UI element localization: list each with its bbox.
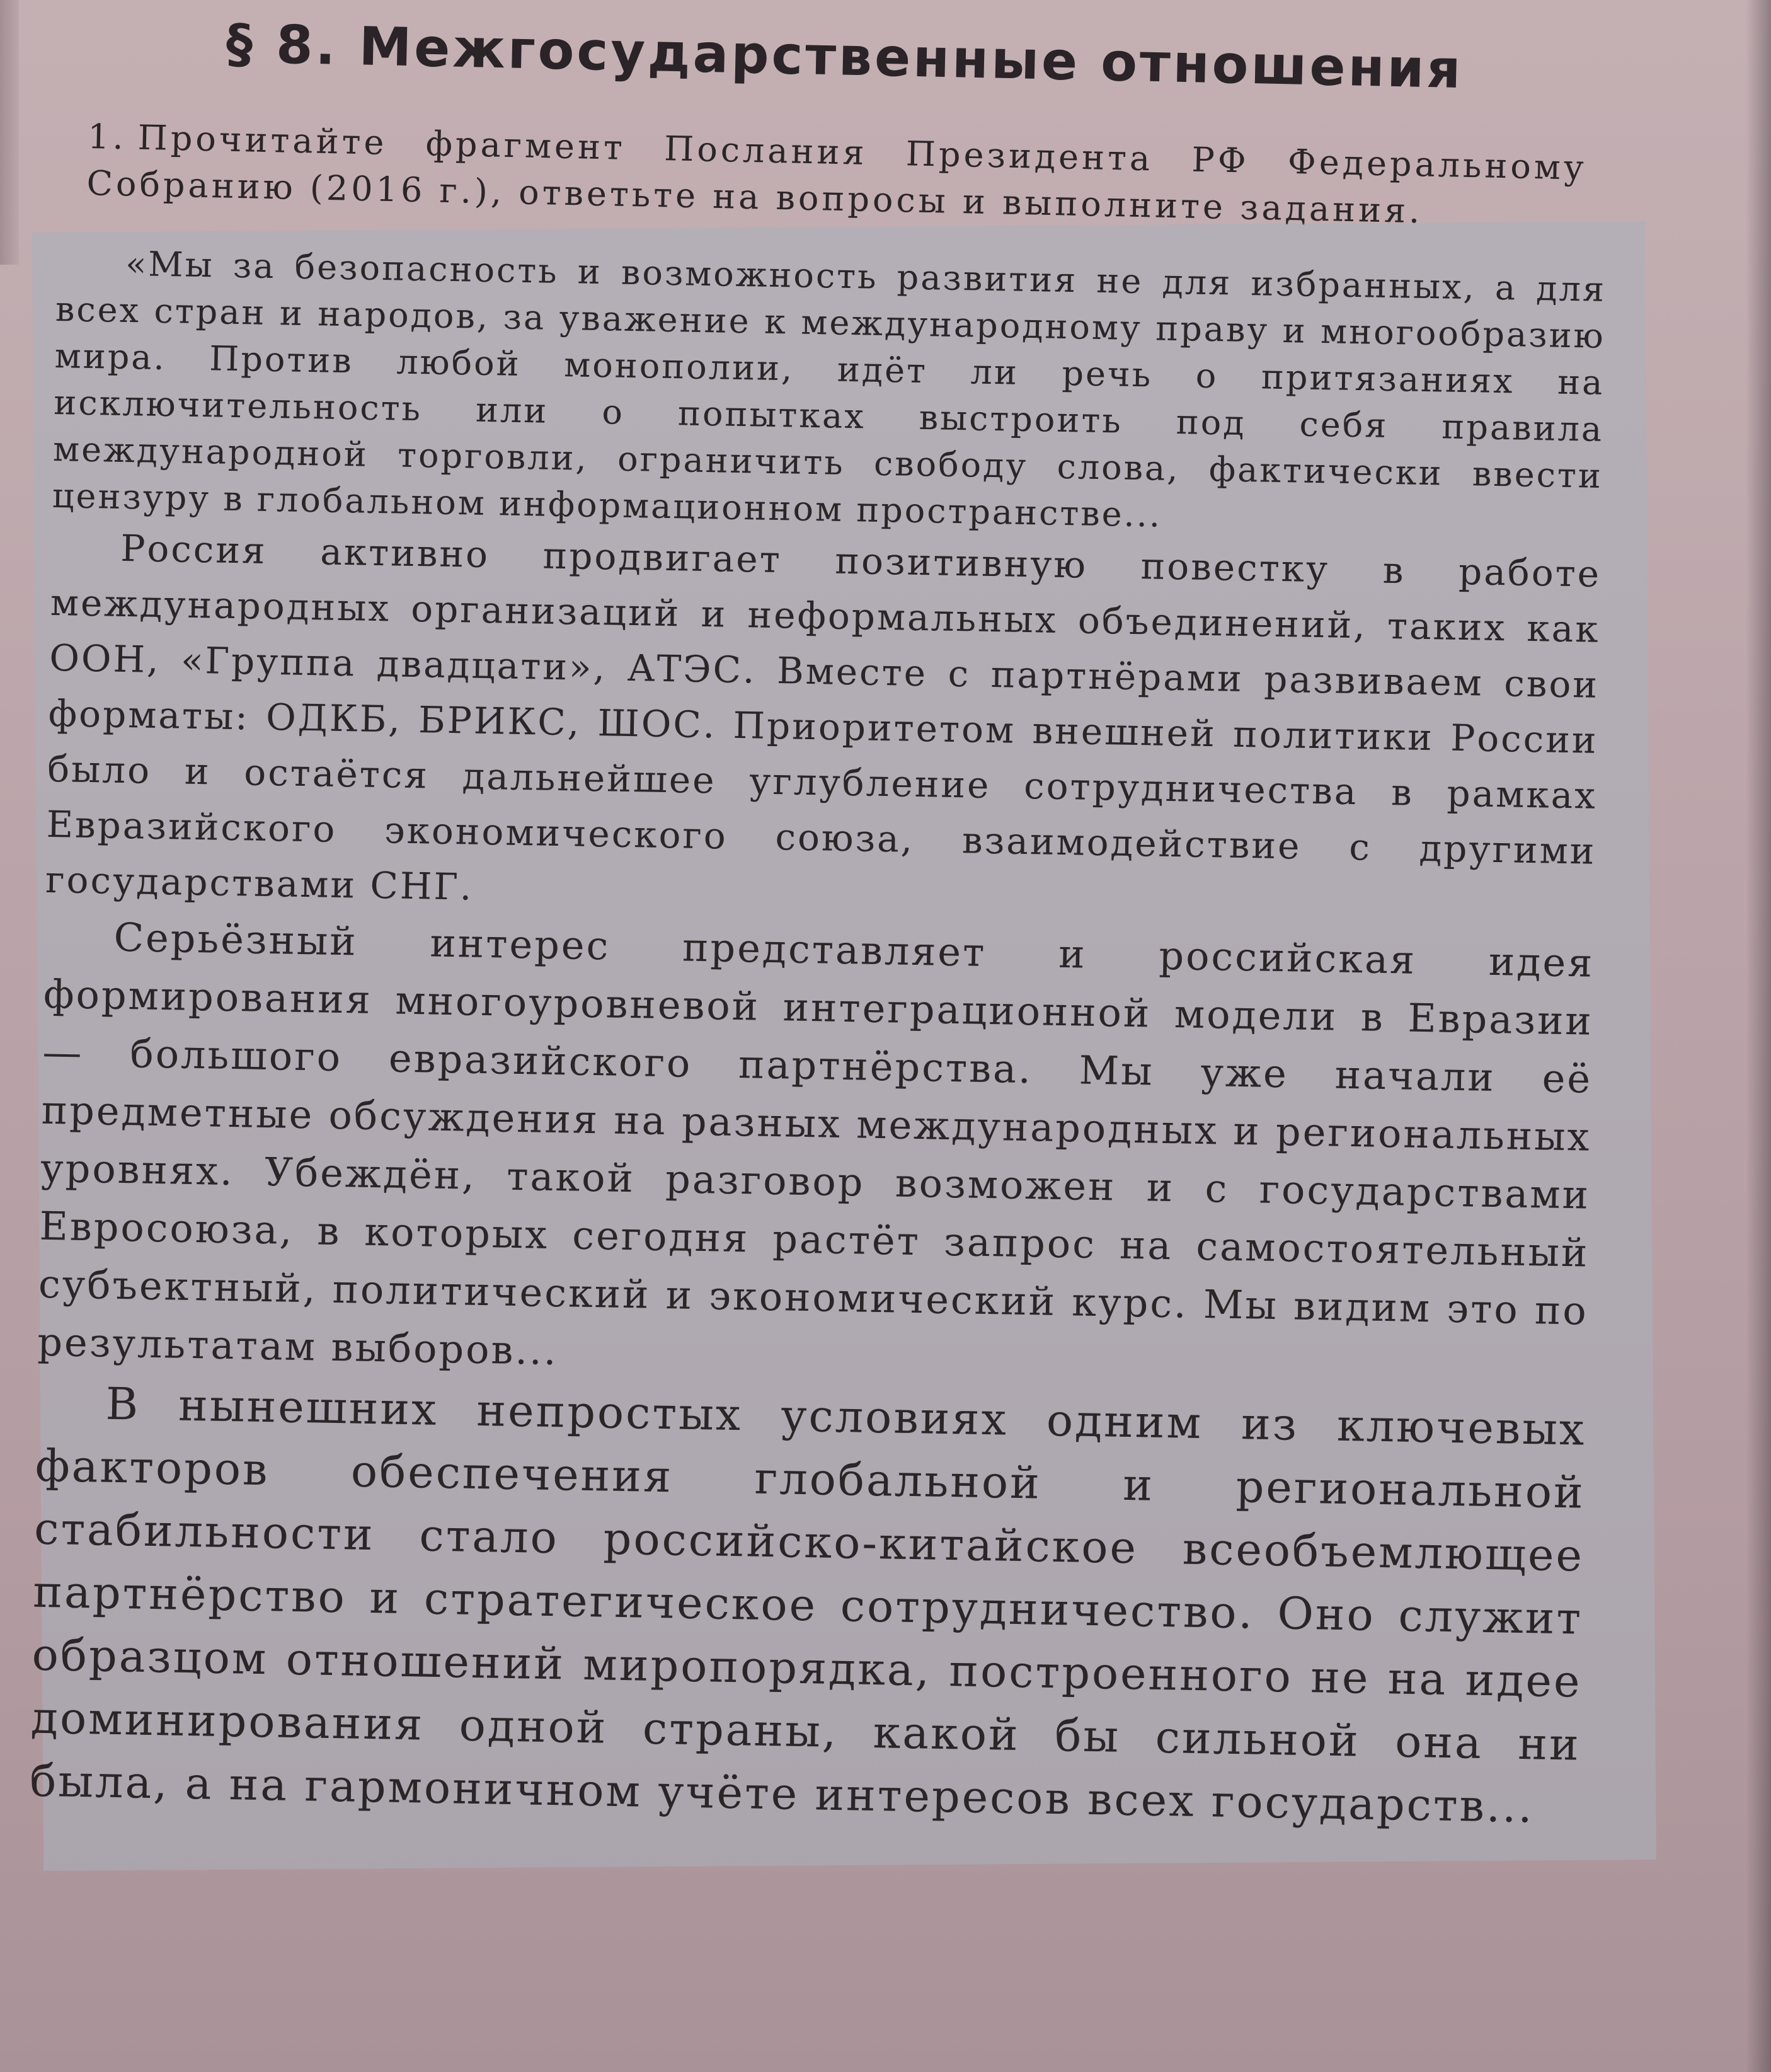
quote-block xyxy=(29,239,1606,1839)
quote-paragraph: В нынешних непростых условиях одним из ключевых факторов обеспечения глобальной и региональной стабильности стало российско-китайское всеобъемлющее партнёрство и стратегическое сотрудничество. Оно служит образцом отношений миропорядка, построенного не на идее доминирования одной страны, какой бы сильной она ни была, а на гармоничном учёте интересов всех государств... xyxy=(29,1378,1587,1833)
section-title: § 8. Межгосударственные отношения xyxy=(225,13,1464,101)
task-text: Прочитайте фрагмент Послания Президента РФ Федеральному Собранию (2016 г.), ответьте на вопросы и выполните задания. xyxy=(86,117,1588,231)
task-instruction xyxy=(86,113,1588,238)
quote-paragraph: Россия активно продвигает позитивную повестку в работе международных организаций и неформальных объединений, таких как ООН, «Группа двадцати», АТЭС. Вместе с партнёрами развиваем свои форматы: ОДКБ, БРИКС, ШОС. Приоритетом внешней политики России было и остаётся дальнейшее углубление сотрудничества в рамках Евразийского экономического союза, взаимодействие с другими государствами СНГ. xyxy=(45,526,1602,909)
page-left-edge xyxy=(0,0,19,265)
page-right-shadow xyxy=(1746,0,1771,2072)
task-number: 1. xyxy=(87,116,127,158)
quote-paragraph: «Мы за безопасность и возможность развития не для избранных, а для всех стран и народов, за уважение к международному праву и многообразию мира. Против любой монополии, идёт ли речь о притязаниях на исключительность или о попытках выстроить под себя правила международной торговли, ограничить свободу слова, фактически ввести цензуру в глобальном информационном пространстве... xyxy=(52,243,1607,535)
quote-paragraph: Серьёзный интерес представляет и российская идея формирования многоуровневой интеграционной модели в Евразии — большого евразийского партнёрства. Мы уже начали её предметные обсуждения на разных международных и региональных уровнях. Убеждён, такой разговор возможен и с государствами Евросоюза, в которых сегодня растёт запрос на самостоятельный субъектный, политический и экономический курс. Мы видим это по результатам выборов... xyxy=(37,914,1595,1374)
